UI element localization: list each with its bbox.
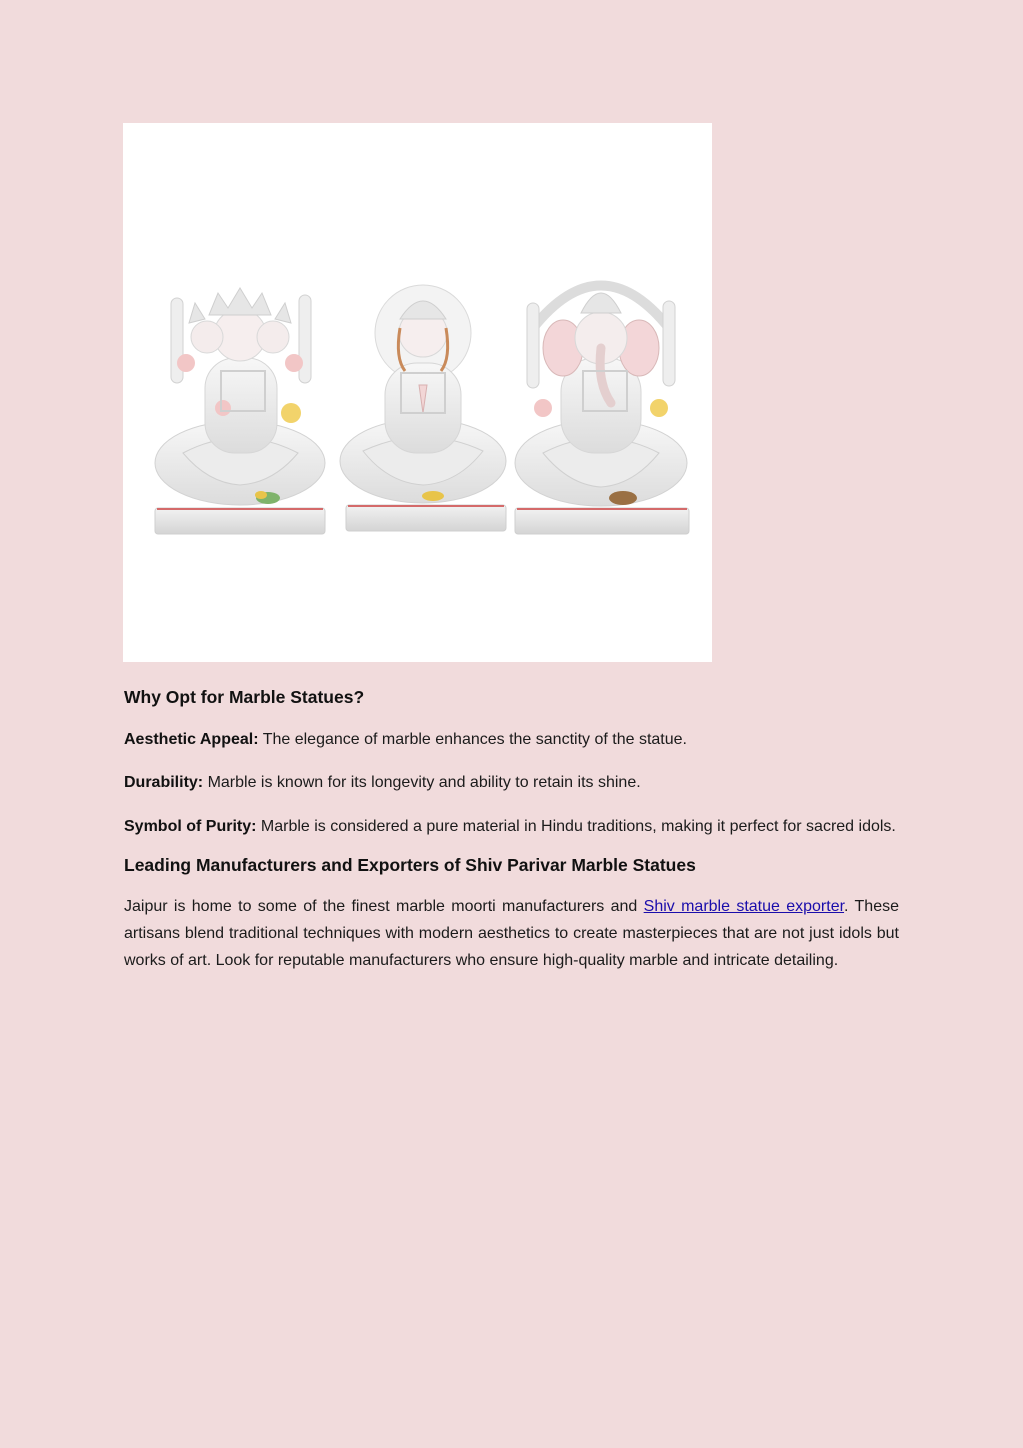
term-aesthetic-appeal: Aesthetic Appeal: bbox=[124, 731, 259, 748]
term-durability: Durability: bbox=[124, 774, 204, 791]
text-aesthetic-appeal: The elegance of marble enhances the sanctity of the statue. bbox=[258, 731, 687, 748]
heading-why-marble: Why Opt for Marble Statues? bbox=[124, 687, 365, 707]
item-durability bbox=[124, 769, 899, 796]
ganesha-statue bbox=[515, 286, 689, 535]
heading-leading-manufacturers: Leading Manufacturers and Exporters of Shiv Parivar Marble Statues bbox=[124, 855, 696, 875]
text-symbol-of-purity: Marble is considered a pure material in Hindu traditions, making it perfect for sacred idols. bbox=[256, 818, 896, 835]
text-jaipur-after: . These artisans blend traditional techniques with modern aesthetics to create masterpieces that are not just idols but works of art. Look for reputable manufacturers who ensure high-quality marble and intricate detailing. bbox=[124, 898, 899, 969]
marble-statues-illustration bbox=[123, 123, 712, 662]
term-symbol-of-purity: Symbol of Purity: bbox=[124, 818, 257, 835]
brahma-statue bbox=[155, 288, 325, 534]
shiv-marble-exporter-link[interactable]: Shiv marble statue exporter bbox=[643, 898, 845, 915]
text-jaipur-before: Jaipur is home to some of the finest marble moorti manufacturers and bbox=[124, 898, 644, 915]
item-symbol-of-purity bbox=[124, 813, 899, 840]
article-content bbox=[124, 680, 899, 974]
text-durability: Marble is known for its longevity and ability to retain its shine. bbox=[203, 774, 641, 791]
paragraph-jaipur bbox=[124, 893, 899, 974]
item-aesthetic-appeal bbox=[124, 726, 899, 753]
statues-photo bbox=[123, 123, 712, 662]
saraswati-statue bbox=[340, 285, 506, 531]
